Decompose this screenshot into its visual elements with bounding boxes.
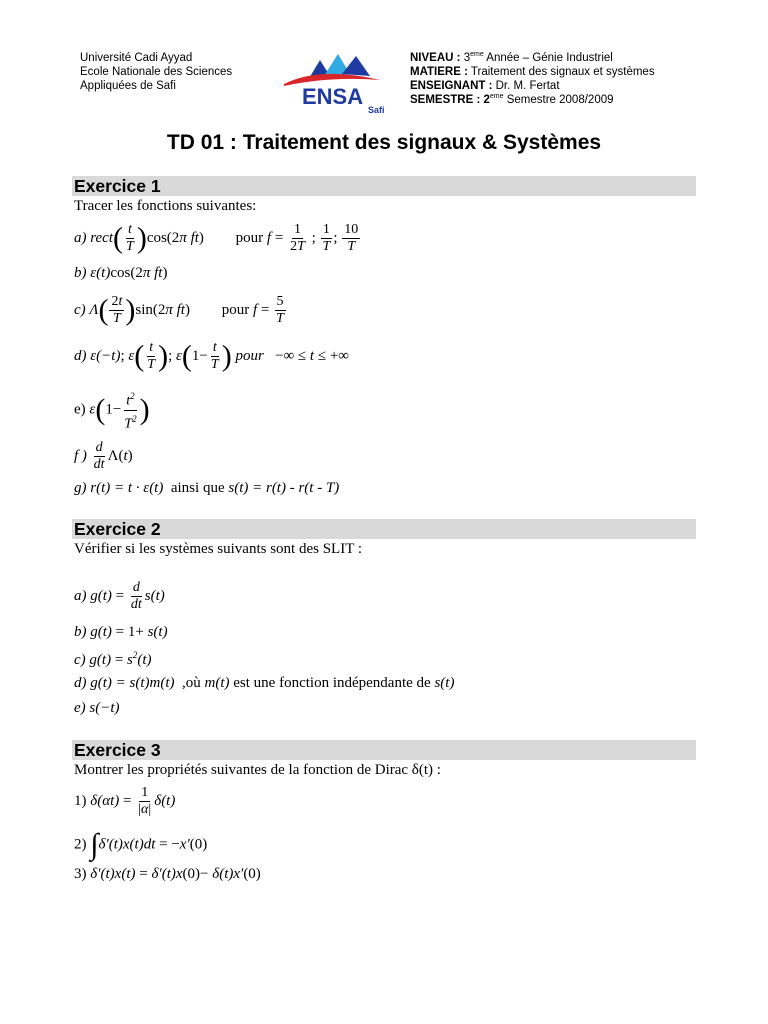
ex3-intro: Montrer les propriétés suivantes de la fonction de Dirac δ(t) : <box>74 762 441 778</box>
niveau-line: NIVEAU : 3eme Année – Génie Industriel <box>410 51 613 64</box>
ex1-item-a: a) rect( $\frac{t}{T}$ )cos(2π ft) pour f = $\frac{1}{2T}$ ; $\frac{1}{T}$ ; $\frac{10}{T}$ <box>74 221 359 255</box>
university-name: Université Cadi Ayyad <box>80 52 193 64</box>
ex2-item-c: c) $g(t) = s^2(t)$ <box>74 650 152 668</box>
exercise-1-heading: Exercice 1 <box>72 176 696 196</box>
ensa-logo <box>280 46 400 116</box>
ex2-item-a: a) g(t) = $\frac{d}{dt}$ s(t) <box>74 580 165 612</box>
course-info <box>410 51 655 107</box>
ex3-item-3: 3) δ′(t)x(t) = δ′(t)x(0)− δ(t)x′(0) <box>74 866 261 882</box>
matiere-line: MATIERE : Traitement des signaux et systèmes <box>410 66 655 78</box>
semestre-line: SEMESTRE : 2eme Semestre 2008/2009 <box>410 93 614 106</box>
logo-subtitle: Safi <box>368 105 385 115</box>
ex1-item-d: d) ε(−t); ε( $\frac{t}{T}$ ); ε(1− $\frac{t}{T}$ ) pour −∞ ≤ t ≤ +∞ <box>74 339 349 373</box>
ex2-intro: Vérifier si les systèmes suivants sont des SLIT : <box>74 541 363 557</box>
ex1-item-f: f ) $\frac{d}{dt}$ Λ(t) <box>74 440 133 472</box>
ex2-item-b: b) g(t) = 1+ s(t) <box>74 624 168 640</box>
school-name: Ecole Nationale des Sciences <box>80 66 233 78</box>
institution-block <box>80 51 232 93</box>
school-name-cont: Appliquées de Safi <box>80 80 176 92</box>
ex1-intro: Tracer les fonctions suivantes: <box>74 198 257 214</box>
page-title: TD 01 : Traitement des signaux & Systèmes <box>166 131 602 154</box>
exercise-2-heading: Exercice 2 <box>72 519 696 539</box>
enseignant-line: ENSEIGNANT : Dr. M. Fertat <box>410 80 560 92</box>
ex1-item-e: e) ε(1− $\frac{t^2}{T^2}$ ) <box>74 388 150 432</box>
exercise-3-heading: Exercice 3 <box>72 740 696 760</box>
ex1-item-g: g) r(t) = t · ε(t) ainsi que s(t) = r(t) - r(t - T) <box>74 480 340 496</box>
ex3-item-2: 2) ∫δ′(t)x(t)dt = −x′(0) <box>74 828 208 861</box>
ex1-item-b: b) ε(t)cos(2π ft) <box>74 265 168 281</box>
ex1-item-c: c) Λ( $\frac{2t}{T}$ )sin(2π ft) pour f = $\frac{5}{T}$ <box>74 293 284 327</box>
ex2-item-d: d) g(t) = s(t)m(t) ,où m(t) est une fonction indépendante de s(t) <box>74 675 455 691</box>
ex3-item-1: 1) δ(αt) = $\frac{1}{|\alpha|}$ δ(t) <box>74 785 176 817</box>
logo-wordmark: ENSA <box>302 84 364 109</box>
ex2-item-e: e) s(−t) <box>74 700 120 716</box>
